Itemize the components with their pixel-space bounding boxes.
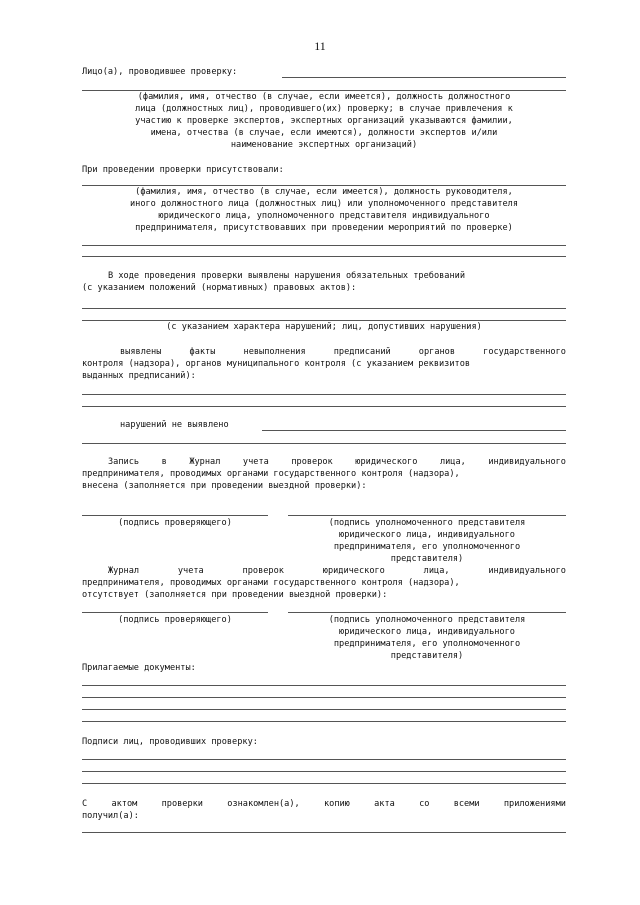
present-hint-4: предпринимателя, присутствовавших при проведении мероприятий по проверке) [135, 223, 513, 233]
journal-absent-text-2: предпринимателя, проводимых органами государственного контроля (надзора), [82, 578, 460, 588]
signatures-line-3[interactable] [82, 783, 566, 784]
orders-text-1: выявлены факты невыполнения предписаний органов государственного [120, 347, 566, 357]
signatures-line-1[interactable] [82, 759, 566, 760]
attachments-line-3[interactable] [82, 709, 566, 710]
journal-entry-sign-rep-hint-3: предпринимателя, его уполномоченного [333, 542, 521, 552]
journal-entry-text-2: предпринимателя, проводимых органами государственного контроля (надзора), [82, 469, 460, 479]
signatures-label: Подписи лиц, проводивших проверку: [82, 737, 258, 747]
inspector-hint-2: лица (должностных лиц), проводившего(их) проверку; в случае привлечения к [135, 104, 513, 114]
attachments-label: Прилагаемые документы: [82, 663, 196, 673]
journal-absent-sign-rep-hint-3: предпринимателя, его уполномоченного [333, 639, 521, 649]
no-violations-field[interactable] [262, 430, 566, 431]
orders-text-2: контроля (надзора), органов муниципального контроля (с указанием реквизитов [82, 359, 471, 369]
violations-field-line-1[interactable] [82, 308, 566, 309]
present-hint-3: юридического лица, уполномоченного представителя индивидуального [158, 211, 490, 221]
attachments-line-1[interactable] [82, 685, 566, 686]
present-hint-1: (фамилия, имя, отчество (в случае, если имеется), должность руководителя, [135, 187, 513, 197]
inspector-hint-3: участию к проверке экспертов, экспертных организаций указываются фамилии, [135, 116, 513, 126]
inspector-label: Лицо(а), проводившее проверку: [82, 67, 238, 77]
present-label: При проведении проверки присутствовали: [82, 165, 284, 175]
violations-hint: (с указанием характера нарушений; лиц, допустивших нарушения) [166, 322, 482, 332]
orders-field-line-2[interactable] [82, 406, 566, 407]
signatures-line-2[interactable] [82, 771, 566, 772]
journal-entry-sign-representative-line[interactable] [288, 515, 566, 516]
journal-absent-sign-inspector-line[interactable] [82, 612, 268, 613]
acknowledgement-text-2: получил(а): [82, 811, 139, 821]
page-number: 11 [314, 39, 326, 53]
inspector-hint-1: (фамилия, имя, отчество (в случае, если имеется), должность должностного [137, 92, 511, 102]
present-extra-line-2[interactable] [82, 256, 566, 257]
journal-absent-sign-rep-hint-1: (подпись уполномоченного представителя [328, 615, 526, 625]
attachments-line-4[interactable] [82, 721, 566, 722]
inspector-hint-4: имена, отчества (в случае, если имеются), должности экспертов и/или [150, 128, 498, 138]
present-extra-line-1[interactable] [82, 245, 566, 246]
acknowledgement-line[interactable] [82, 832, 566, 833]
journal-entry-text-1: Запись в Журнал учета проверок юридического лица, индивидуального [108, 457, 566, 467]
journal-absent-text-3: отсутствует (заполняется при проведении выездной проверки): [82, 590, 388, 600]
journal-entry-sign-rep-hint-4: представителя) [390, 554, 464, 564]
acknowledgement-text-1: С актом проверки ознакомлен(а), копию акта со всеми приложениями [82, 799, 566, 809]
no-violations-label: нарушений не выявлено [120, 420, 229, 430]
journal-entry-text-3: внесена (заполняется при проведении выездной проверки): [82, 481, 367, 491]
violations-text-2: (с указанием положений (нормативных) правовых актов): [82, 283, 357, 293]
orders-field-line-1[interactable] [82, 394, 566, 395]
no-violations-extra-line[interactable] [82, 443, 566, 444]
journal-entry-sign-inspector-line[interactable] [82, 515, 268, 516]
journal-entry-sign-inspector-hint: (подпись проверяющего) [118, 518, 232, 528]
inspector-name-field[interactable] [282, 77, 566, 78]
violations-text-1: В ходе проведения проверки выявлены нарушения обязательных требований [108, 271, 465, 281]
attachments-line-2[interactable] [82, 697, 566, 698]
journal-entry-sign-rep-hint-2: юридического лица, индивидуального [339, 530, 515, 540]
journal-entry-sign-rep-hint-1: (подпись уполномоченного представителя [328, 518, 526, 528]
journal-absent-sign-rep-hint-4: представителя) [390, 651, 464, 661]
journal-absent-sign-inspector-hint: (подпись проверяющего) [118, 615, 232, 625]
orders-text-3: выданных предписаний): [82, 371, 196, 381]
present-hint-2: иного должностного лица (должностных лиц) или уполномоченного представителя [129, 199, 519, 209]
journal-absent-sign-representative-line[interactable] [288, 612, 566, 613]
inspector-hint-5: наименование экспертных организаций) [230, 140, 418, 150]
journal-absent-text-1: Журнал учета проверок юридического лица, индивидуального [108, 566, 566, 576]
journal-absent-sign-rep-hint-2: юридического лица, индивидуального [339, 627, 515, 637]
